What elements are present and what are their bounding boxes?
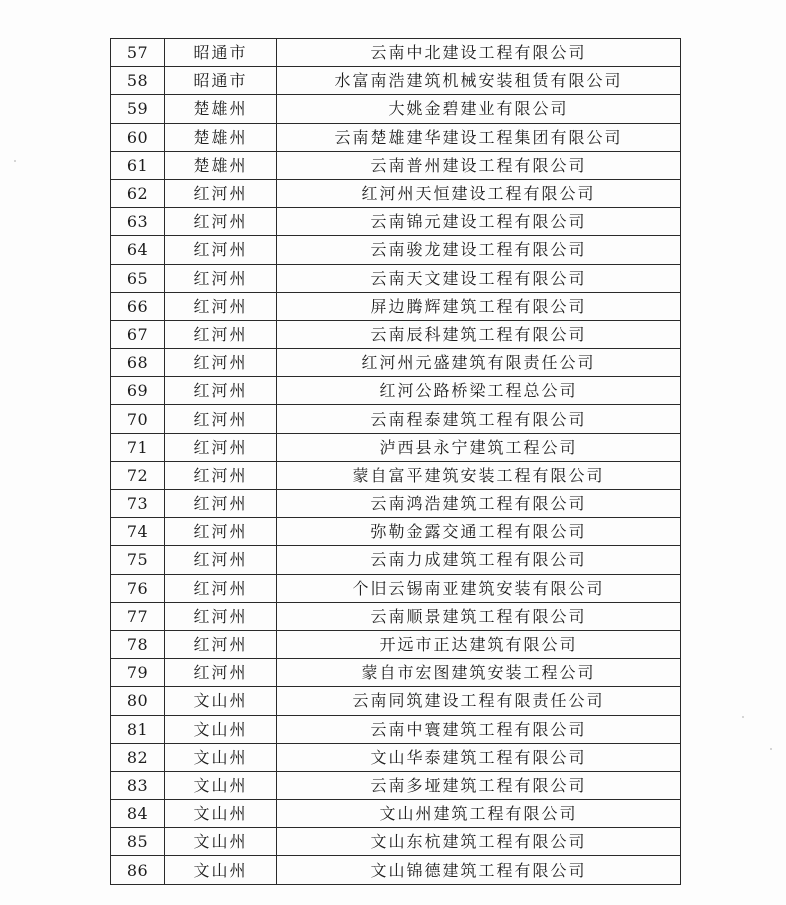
table-body (111, 39, 681, 885)
row-number-cell: 70 (111, 405, 165, 433)
region-cell: 文山州 (165, 715, 277, 743)
table-row (111, 236, 681, 264)
region-cell: 文山州 (165, 828, 277, 856)
table-row (111, 546, 681, 574)
scan-speck (742, 716, 744, 718)
scan-speck (14, 160, 16, 162)
region-cell: 红河州 (165, 264, 277, 292)
scan-speck (770, 748, 772, 750)
row-number-cell: 65 (111, 264, 165, 292)
company-name-cell: 云南顺景建筑工程有限公司 (277, 602, 681, 630)
row-number-cell: 66 (111, 292, 165, 320)
row-number-cell: 62 (111, 179, 165, 207)
company-name-cell: 个旧云锡南亚建筑安装有限公司 (277, 574, 681, 602)
table-row (111, 771, 681, 799)
company-name-cell: 云南中寰建筑工程有限公司 (277, 715, 681, 743)
company-name-cell: 弥勒金露交通工程有限公司 (277, 518, 681, 546)
row-number-cell: 71 (111, 433, 165, 461)
table-row (111, 377, 681, 405)
row-number-cell: 85 (111, 828, 165, 856)
company-name-cell: 云南程泰建筑工程有限公司 (277, 405, 681, 433)
region-cell: 文山州 (165, 856, 277, 884)
company-name-cell: 红河州天恒建设工程有限公司 (277, 179, 681, 207)
company-name-cell: 云南锦元建设工程有限公司 (277, 208, 681, 236)
table-row (111, 828, 681, 856)
table-row (111, 67, 681, 95)
table-row (111, 800, 681, 828)
region-cell: 红河州 (165, 602, 277, 630)
table-row (111, 433, 681, 461)
region-cell: 红河州 (165, 546, 277, 574)
table-row (111, 264, 681, 292)
region-cell: 红河州 (165, 461, 277, 489)
region-cell: 昭通市 (165, 39, 277, 67)
row-number-cell: 59 (111, 95, 165, 123)
company-name-cell: 文山州建筑工程有限公司 (277, 800, 681, 828)
table-row (111, 292, 681, 320)
row-number-cell: 72 (111, 461, 165, 489)
row-number-cell: 57 (111, 39, 165, 67)
row-number-cell: 75 (111, 546, 165, 574)
region-cell: 文山州 (165, 743, 277, 771)
region-cell: 红河州 (165, 433, 277, 461)
row-number-cell: 83 (111, 771, 165, 799)
company-name-cell: 蒙自市宏图建筑安装工程公司 (277, 659, 681, 687)
table-row (111, 95, 681, 123)
row-number-cell: 78 (111, 630, 165, 658)
table-row (111, 490, 681, 518)
company-name-cell: 文山华泰建筑工程有限公司 (277, 743, 681, 771)
table-row (111, 602, 681, 630)
region-cell: 红河州 (165, 659, 277, 687)
row-number-cell: 69 (111, 377, 165, 405)
table-row (111, 208, 681, 236)
region-cell: 红河州 (165, 490, 277, 518)
region-cell: 红河州 (165, 630, 277, 658)
region-cell: 楚雄州 (165, 151, 277, 179)
row-number-cell: 82 (111, 743, 165, 771)
region-cell: 红河州 (165, 208, 277, 236)
table-row (111, 39, 681, 67)
row-number-cell: 86 (111, 856, 165, 884)
region-cell: 文山州 (165, 687, 277, 715)
company-name-cell: 云南楚雄建华建设工程集团有限公司 (277, 123, 681, 151)
region-cell: 红河州 (165, 518, 277, 546)
table-row (111, 179, 681, 207)
table-row (111, 743, 681, 771)
region-cell: 红河州 (165, 320, 277, 348)
row-number-cell: 61 (111, 151, 165, 179)
row-number-cell: 67 (111, 320, 165, 348)
company-name-cell: 屏边腾辉建筑工程有限公司 (277, 292, 681, 320)
row-number-cell: 81 (111, 715, 165, 743)
region-cell: 红河州 (165, 349, 277, 377)
company-name-cell: 云南辰科建筑工程有限公司 (277, 320, 681, 348)
row-number-cell: 60 (111, 123, 165, 151)
company-name-cell: 云南骏龙建设工程有限公司 (277, 236, 681, 264)
table-row (111, 151, 681, 179)
table-row (111, 715, 681, 743)
table-row (111, 405, 681, 433)
company-name-cell: 大姚金碧建业有限公司 (277, 95, 681, 123)
company-name-cell: 云南中北建设工程有限公司 (277, 39, 681, 67)
company-name-cell: 开远市正达建筑有限公司 (277, 630, 681, 658)
table-row (111, 687, 681, 715)
company-name-cell: 文山东杭建筑工程有限公司 (277, 828, 681, 856)
region-cell: 红河州 (165, 179, 277, 207)
row-number-cell: 63 (111, 208, 165, 236)
table-row (111, 320, 681, 348)
company-name-cell: 云南同筑建设工程有限责任公司 (277, 687, 681, 715)
row-number-cell: 84 (111, 800, 165, 828)
table-row (111, 630, 681, 658)
company-name-cell: 云南力成建筑工程有限公司 (277, 546, 681, 574)
region-cell: 红河州 (165, 292, 277, 320)
company-name-cell: 蒙自富平建筑安装工程有限公司 (277, 461, 681, 489)
table-row (111, 461, 681, 489)
row-number-cell: 77 (111, 602, 165, 630)
region-cell: 红河州 (165, 377, 277, 405)
company-name-cell: 泸西县永宁建筑工程公司 (277, 433, 681, 461)
company-name-cell: 文山锦德建筑工程有限公司 (277, 856, 681, 884)
table-row (111, 349, 681, 377)
region-cell: 红河州 (165, 236, 277, 264)
company-list-table (110, 38, 681, 885)
region-cell: 楚雄州 (165, 95, 277, 123)
region-cell: 红河州 (165, 574, 277, 602)
company-name-cell: 红河州元盛建筑有限责任公司 (277, 349, 681, 377)
row-number-cell: 74 (111, 518, 165, 546)
row-number-cell: 76 (111, 574, 165, 602)
row-number-cell: 79 (111, 659, 165, 687)
company-name-cell: 云南天文建设工程有限公司 (277, 264, 681, 292)
row-number-cell: 64 (111, 236, 165, 264)
row-number-cell: 68 (111, 349, 165, 377)
row-number-cell: 80 (111, 687, 165, 715)
region-cell: 楚雄州 (165, 123, 277, 151)
table-row (111, 574, 681, 602)
region-cell: 昭通市 (165, 67, 277, 95)
table-row (111, 659, 681, 687)
table-row (111, 856, 681, 884)
company-name-cell: 红河公路桥梁工程总公司 (277, 377, 681, 405)
row-number-cell: 58 (111, 67, 165, 95)
table-row (111, 123, 681, 151)
table-row (111, 518, 681, 546)
region-cell: 文山州 (165, 771, 277, 799)
company-name-cell: 云南多垭建筑工程有限公司 (277, 771, 681, 799)
company-name-cell: 云南鸿浩建筑工程有限公司 (277, 490, 681, 518)
region-cell: 红河州 (165, 405, 277, 433)
region-cell: 文山州 (165, 800, 277, 828)
company-name-cell: 云南普州建设工程有限公司 (277, 151, 681, 179)
row-number-cell: 73 (111, 490, 165, 518)
company-name-cell: 水富南浩建筑机械安装租赁有限公司 (277, 67, 681, 95)
